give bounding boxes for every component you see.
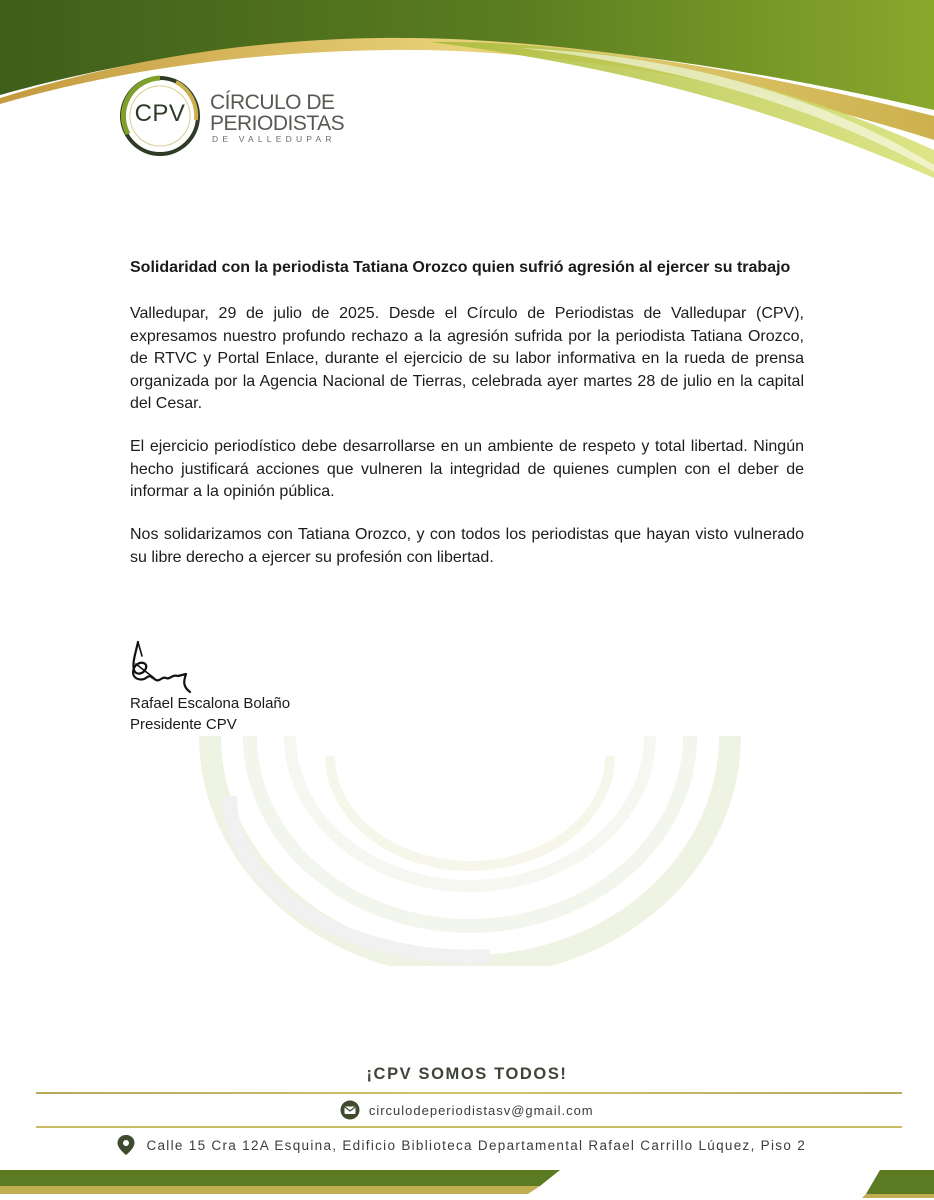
paragraph-1: Valledupar, 29 de julio de 2025. Desde el Círculo de Periodistas de Valledupar (CPV), expresamos nuestro profundo rechazo a la agresión sufrida por la periodista Tatiana Orozco, de RTVC y Portal Enlace, durante el ejercicio de su labor informativa en la rueda de prensa organizada por la Agencia Nacional de Tierras, celebrada ayer martes 28 de julio en la capital del Cesar.: [130, 305, 804, 412]
signer-name: Rafael Escalona Bolaño: [130, 695, 291, 712]
watermark-arcs: [190, 736, 750, 966]
signer-role: Presidente CPV: [130, 716, 237, 733]
org-subtitle: DE VALLEDUPAR: [212, 134, 336, 144]
address-row: [116, 1134, 806, 1156]
logo-mark: CPV: [134, 100, 186, 127]
email-row: [0, 1100, 934, 1120]
org-name: [210, 92, 344, 134]
org-name-line1: CÍRCULO DE: [210, 91, 335, 114]
handwritten-signature: [124, 634, 198, 698]
map-pin-icon: [116, 1134, 136, 1156]
paragraph-2: El ejercicio periodístico debe desarrollarse en un ambiente de respeto y total libertad. Ningún hecho justificará acciones que vulneren la integridad de quienes cumplen con el deber de informar a la opinión pública.: [130, 438, 804, 500]
org-name-line2: PERIODISTAS: [210, 112, 345, 135]
address-text: Calle 15 Cra 12A Esquina, Edificio Biblioteca Departamental Rafael Carrillo Lúquez, Piso 2: [146, 1137, 806, 1153]
footer-divider-middle: [36, 1126, 902, 1128]
footer-divider-top: [36, 1092, 902, 1094]
envelope-icon: [340, 1100, 360, 1120]
email-link[interactable]: circulodeperiodistasv@gmail.com: [368, 1102, 594, 1118]
slogan: ¡CPV SOMOS TODOS!: [366, 1065, 568, 1083]
footer-band: [0, 1164, 934, 1200]
document-title: Solidaridad con la periodista Tatiana Orozco quien sufrió agresión al ejercer su trabajo: [130, 259, 791, 276]
paragraph-3: Nos solidarizamos con Tatiana Orozco, y con todos los periodistas que hayan visto vulnerado su libre derecho a ejercer su profesión con libertad.: [130, 526, 804, 566]
